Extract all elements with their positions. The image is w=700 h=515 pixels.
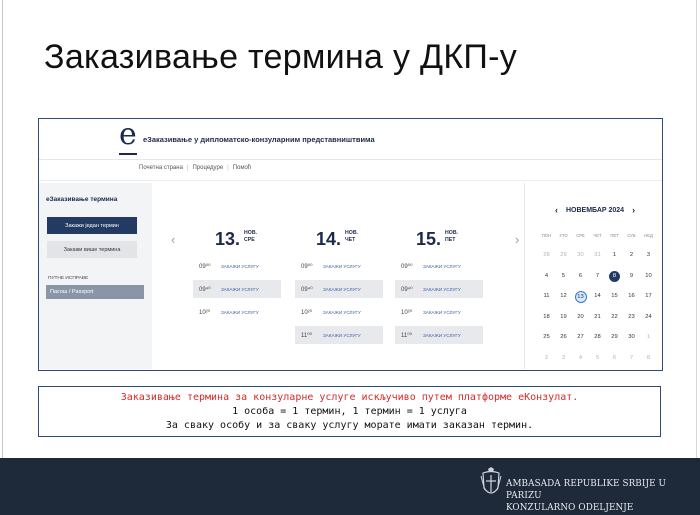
calendar-day[interactable] — [572, 332, 589, 343]
calendar-day[interactable] — [640, 312, 657, 323]
calendar-day-number: 22 — [611, 313, 618, 320]
calendar-day-number: 9 — [629, 272, 634, 279]
calendar-weekday-row — [538, 225, 658, 246]
calendar-day[interactable] — [623, 332, 640, 343]
book-many-button[interactable]: Закажи више термина — [47, 241, 137, 258]
time-slot[interactable] — [295, 257, 383, 275]
calendar-day[interactable] — [623, 312, 640, 323]
day-header — [215, 229, 257, 249]
calendar-day-number: 14 — [594, 293, 601, 300]
calendar-day-number: 27 — [577, 334, 584, 341]
calendar-day-number: 31 — [594, 252, 601, 259]
booking-site-screenshot — [38, 118, 663, 371]
book-service-link[interactable]: ЗАКАЖИ УСЛУГУ — [423, 286, 461, 292]
calendar-day-number: 28 — [594, 334, 601, 341]
day-meta — [445, 230, 458, 244]
next-days-chevron-icon[interactable]: › — [515, 232, 520, 247]
book-service-link[interactable]: ЗАКАЖИ УСЛУГУ — [423, 263, 461, 269]
slot-time: 09⁰⁰ — [199, 263, 211, 270]
calendar-day[interactable] — [606, 271, 623, 282]
calendar-day[interactable] — [640, 332, 657, 343]
calendar-day[interactable] — [572, 353, 589, 364]
nav-home-link[interactable]: Почетна страна — [139, 165, 183, 171]
calendar-weekday: СРЕ — [576, 232, 585, 238]
calendar-day[interactable] — [538, 250, 555, 261]
calendar-day[interactable] — [589, 312, 606, 323]
coat-of-arms-icon — [480, 466, 502, 500]
prev-month-chevron-icon[interactable]: ‹ — [555, 205, 558, 215]
book-service-link[interactable]: ЗАКАЖИ УСЛУГУ — [323, 263, 361, 269]
calendar-day[interactable] — [589, 332, 606, 343]
calendar-day[interactable] — [606, 250, 623, 261]
day-weekday: ПЕТ — [445, 237, 456, 243]
footer-bar — [0, 458, 700, 515]
notice-line-requirement: За сваку особу и за сваку услугу морате имати заказан термин. — [165, 420, 534, 431]
calendar-day[interactable] — [572, 312, 589, 323]
book-one-button[interactable]: Закажи један термин — [47, 217, 137, 234]
time-slot[interactable] — [395, 303, 483, 321]
calendar-day[interactable] — [555, 332, 572, 343]
day-number: 13. — [215, 229, 241, 249]
time-slot[interactable] — [395, 280, 483, 298]
calendar-day-number: 29 — [611, 334, 618, 341]
calendar-day[interactable] — [572, 291, 589, 303]
site-logo-icon[interactable]: e — [119, 118, 137, 152]
day-meta — [345, 230, 358, 244]
calendar-day[interactable] — [589, 250, 606, 261]
site-logo-underline — [119, 153, 137, 155]
calendar-week-row — [538, 348, 658, 369]
day-month: НОВ. — [345, 230, 358, 236]
book-service-link[interactable]: ЗАКАЖИ УСЛУГУ — [221, 286, 259, 292]
calendar-day[interactable] — [640, 250, 657, 261]
calendar-day[interactable] — [555, 312, 572, 323]
calendar-day[interactable] — [640, 291, 657, 302]
time-slot[interactable] — [295, 280, 383, 298]
book-service-link[interactable]: ЗАКАЖИ УСЛУГУ — [221, 309, 259, 315]
notice-line-rule: 1 особа = 1 термин, 1 термин = 1 услуга — [232, 406, 467, 417]
day-number: 14. — [316, 229, 342, 249]
calendar-weekday: ПЕТ — [610, 232, 619, 238]
embassy-department: KONZULARNO ODELJENJE — [506, 503, 634, 513]
nav-procedures-link[interactable]: Процедуре — [192, 165, 224, 171]
calendar-day-number: 29 — [560, 252, 567, 259]
nav-separator: | — [186, 165, 189, 171]
calendar-day-number: 2 — [629, 252, 634, 259]
time-slot[interactable] — [193, 280, 281, 298]
calendar-day[interactable] — [623, 353, 640, 364]
calendar-day[interactable] — [589, 353, 606, 364]
day-month: НОВ. — [445, 230, 458, 236]
calendar-day-number: 18 — [543, 313, 550, 320]
calendar-day-number: 10 — [645, 272, 652, 279]
calendar-day-number: 7 — [595, 272, 600, 279]
calendar-day-number: 24 — [645, 313, 652, 320]
calendar-day-number: 3 — [561, 354, 566, 361]
calendar-day-number: 11 — [543, 293, 550, 300]
calendar-day-number: 21 — [594, 313, 601, 320]
calendar-day-number: 1 — [646, 334, 651, 341]
time-slot[interactable] — [295, 326, 383, 344]
calendar-day-number: 1 — [612, 252, 617, 259]
day-weekday: СРЕ — [244, 237, 255, 243]
slot-time: 10²⁰ — [199, 309, 211, 316]
book-service-link[interactable]: ЗАКАЖИ УСЛУГУ — [423, 332, 461, 338]
slot-time: 09⁴⁰ — [301, 286, 313, 293]
calendar-day[interactable] — [606, 291, 623, 302]
sidebar — [39, 183, 152, 369]
time-slot[interactable] — [395, 326, 483, 344]
day-header — [416, 229, 458, 249]
month-calendar — [524, 183, 663, 369]
next-month-chevron-icon[interactable]: › — [632, 205, 636, 215]
calendar-day-number: 12 — [560, 293, 567, 300]
time-slot[interactable] — [193, 303, 281, 321]
calendar-day-number: 5 — [561, 272, 566, 279]
calendar-week-row — [538, 328, 658, 349]
day-number: 15. — [416, 229, 442, 249]
calendar-day[interactable] — [572, 271, 589, 282]
calendar-day-number: 6 — [578, 272, 583, 279]
calendar-day-number: 20 — [577, 313, 584, 320]
calendar-header — [547, 205, 643, 215]
calendar-day[interactable] — [538, 353, 555, 364]
calendar-day[interactable] — [555, 271, 572, 282]
calendar-day-number: 3 — [646, 252, 651, 259]
calendar-day[interactable] — [623, 250, 640, 261]
calendar-day-number: 15 — [611, 293, 618, 300]
time-slot[interactable] — [295, 303, 383, 321]
calendar-day[interactable] — [555, 353, 572, 364]
calendar-day[interactable] — [589, 291, 606, 302]
slot-time: 09⁴⁰ — [401, 286, 413, 293]
calendar-day-number: 8 — [646, 354, 651, 361]
calendar-weekday: УТО — [559, 232, 568, 238]
sidebar-item-passport[interactable]: Пасош / Passport — [46, 285, 144, 299]
calendar-day-number: 30 — [577, 252, 584, 259]
site-header — [39, 119, 662, 160]
site-title: еЗаказивање у дипломатско-конзуларним представништвима — [143, 135, 375, 144]
notice-line-main: Заказивање термина за конзуларне услуге искључиво путем платформе еКонзулат. — [120, 392, 579, 403]
calendar-day-number: 17 — [645, 293, 652, 300]
calendar-week-row — [538, 266, 658, 287]
calendar-day[interactable] — [538, 332, 555, 343]
time-slot[interactable] — [193, 257, 281, 275]
day-header — [316, 229, 358, 249]
calendar-day-number: 7 — [629, 354, 634, 361]
book-service-link[interactable]: ЗАКАЖИ УСЛУГУ — [323, 286, 361, 292]
day-slots-panel — [152, 183, 524, 369]
calendar-day[interactable] — [555, 250, 572, 261]
calendar-day[interactable] — [623, 291, 640, 302]
embassy-label — [506, 478, 700, 514]
calendar-day[interactable] — [640, 353, 657, 364]
calendar-day[interactable] — [589, 271, 606, 282]
calendar-day-number: 4 — [544, 272, 549, 279]
calendar-day[interactable] — [538, 312, 555, 323]
slot-time: 09⁴⁰ — [199, 286, 211, 293]
calendar-day[interactable] — [572, 250, 589, 261]
calendar-day[interactable] — [606, 353, 623, 364]
prev-days-chevron-icon[interactable]: ‹ — [171, 232, 176, 247]
calendar-day-number: 30 — [628, 334, 635, 341]
calendar-day[interactable] — [606, 332, 623, 343]
slot-time: 10²⁰ — [401, 309, 413, 316]
notice-box — [38, 386, 661, 437]
calendar-weekday: СУБ — [627, 232, 636, 238]
calendar-day-number: 23 — [628, 313, 635, 320]
book-service-link[interactable]: ЗАКАЖИ УСЛУГУ — [323, 309, 361, 315]
calendar-day-number: 4 — [578, 354, 583, 361]
calendar-week-row — [538, 287, 658, 308]
calendar-day-number: 16 — [628, 293, 635, 300]
slot-time: 11⁰⁰ — [401, 332, 413, 339]
calendar-grid — [538, 225, 658, 369]
calendar-day[interactable] — [623, 271, 640, 282]
sidebar-title: еЗаказивање термина — [46, 196, 118, 203]
slot-time: 09⁰⁰ — [401, 263, 413, 270]
calendar-day-number: 13 — [575, 291, 587, 303]
slot-time: 10²⁰ — [301, 309, 313, 316]
nav-help-link[interactable]: Помоћ — [232, 165, 252, 171]
calendar-weekday: ПОН — [541, 232, 552, 238]
slide-title: Заказивање термина у ДКП-у — [44, 38, 518, 76]
calendar-weekday: ЧЕТ — [593, 232, 602, 238]
book-service-link[interactable]: ЗАКАЖИ УСЛУГУ — [323, 332, 361, 338]
calendar-day[interactable] — [640, 271, 657, 282]
nav-separator: | — [227, 165, 229, 171]
calendar-month-label: НОВЕМБАР 2024 — [566, 206, 625, 214]
slide-left-rule — [2, 0, 3, 458]
slot-time: 09⁰⁰ — [301, 263, 313, 270]
slot-time: 11⁰⁰ — [301, 332, 313, 339]
calendar-day-number: 25 — [543, 334, 550, 341]
calendar-day-number: 26 — [560, 334, 567, 341]
calendar-weekday: НЕД — [644, 232, 653, 238]
calendar-day[interactable] — [538, 271, 555, 282]
time-slot[interactable] — [395, 257, 483, 275]
calendar-day[interactable] — [538, 291, 555, 302]
calendar-day-number: 19 — [560, 313, 567, 320]
calendar-day[interactable] — [555, 291, 572, 302]
book-service-link[interactable]: ЗАКАЖИ УСЛУГУ — [221, 263, 259, 269]
day-meta — [244, 230, 257, 244]
slide-right-rule — [696, 0, 697, 458]
day-month: НОВ. — [244, 230, 257, 236]
calendar-day[interactable] — [606, 312, 623, 323]
nav-divider — [39, 180, 662, 181]
calendar-day-number: 2 — [544, 354, 549, 361]
embassy-name: AMBASADA REPUBLIKE SRBIJE U PARIZU — [506, 479, 666, 501]
calendar-day-number: 8 — [609, 271, 620, 282]
calendar-day-number: 6 — [612, 354, 617, 361]
site-nav — [135, 165, 255, 171]
calendar-day-number: 5 — [595, 354, 600, 361]
calendar-week-row — [538, 246, 658, 267]
book-service-link[interactable]: ЗАКАЖИ УСЛУГУ — [423, 309, 461, 315]
calendar-day-number: 28 — [543, 252, 550, 259]
day-weekday: ЧЕТ — [345, 237, 356, 243]
calendar-week-row — [538, 307, 658, 328]
sidebar-section-heading: ПУТНЕ ИСПРАВЕ — [48, 276, 89, 281]
